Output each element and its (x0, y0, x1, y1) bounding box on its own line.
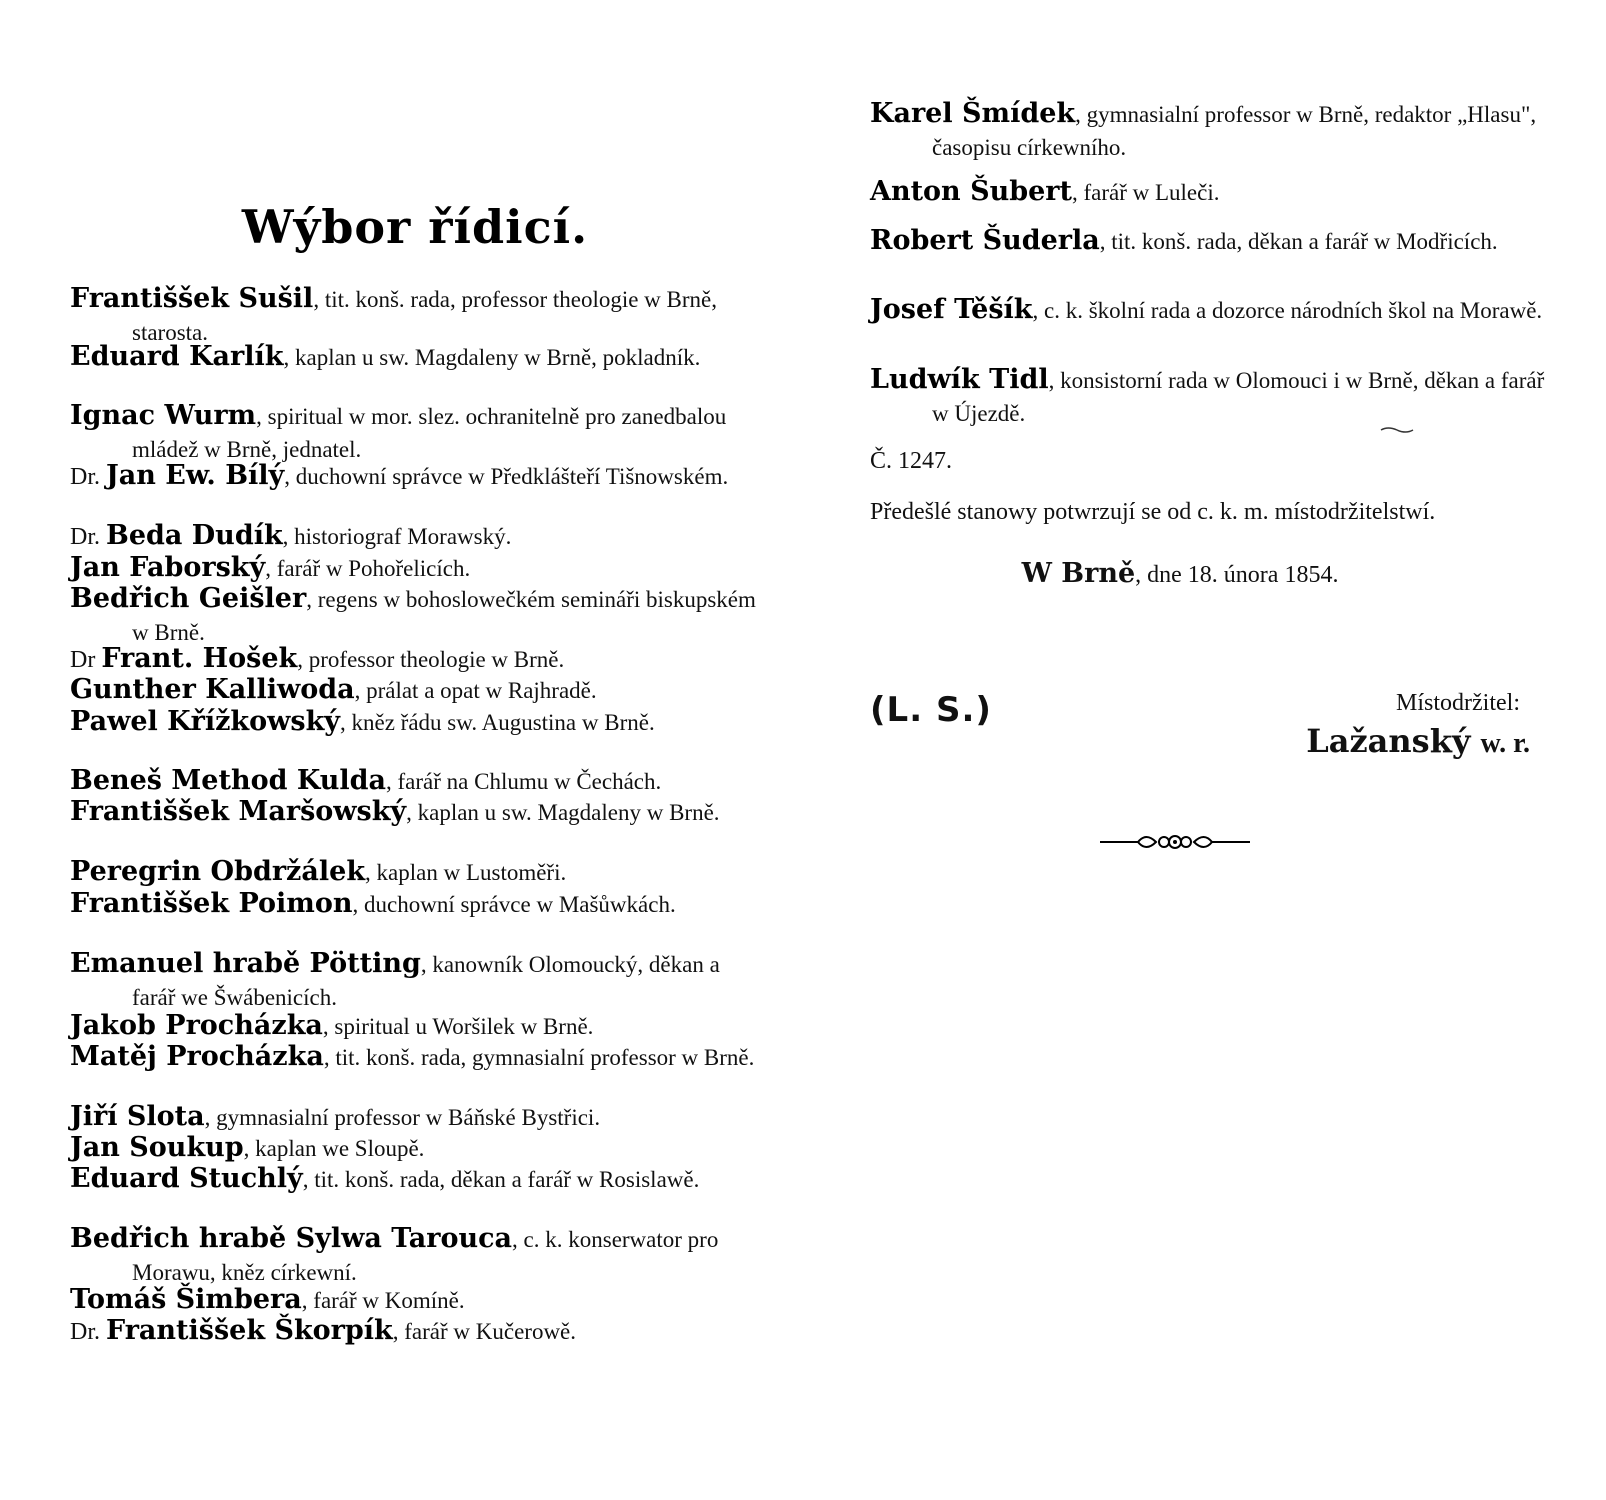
member-description: , gymnasialní professor w Báňské Bystřici. (204, 1105, 601, 1130)
member-description: , spiritual w mor. slez. ochranitelně pro zanedbalou mládež w Brně, jednatel. (132, 404, 727, 462)
member-description: , kanowník Olomoucký, děkan a farář we Šwábenicích. (132, 952, 720, 1010)
member-name: Peregrin Obdržálek (70, 856, 366, 887)
member-name: Františšek Maršowský (70, 796, 407, 827)
decorative-ornament-icon (1100, 830, 1250, 854)
signature-suffix: w. r. (1480, 728, 1530, 759)
member-name: Jan Soukup (70, 1132, 244, 1163)
member-name: Matěj Procházka (70, 1041, 324, 1072)
member-description: , gymnasialní professor w Brně, redaktor „Hlasu", časopisu církewního. (932, 102, 1537, 160)
member-description: , duchowní správce w Předklášteří Tišnowském. (284, 464, 729, 489)
committee-entry (70, 765, 760, 798)
committee-entry (70, 706, 760, 739)
member-name: Eduard Stuchlý (70, 1163, 303, 1194)
committee-entry (70, 948, 760, 1014)
committee-entry (870, 176, 1550, 209)
committee-entry (70, 1223, 760, 1289)
member-description: , regens w bohoslowečkém semináři biskupském w Brně. (132, 587, 756, 645)
member-description: , farář w Pohořelicích. (265, 556, 471, 581)
document-number: Č. 1247. (870, 448, 953, 474)
committee-entry (70, 1132, 760, 1165)
member-name: Jiří Slota (70, 1101, 205, 1132)
member-name: Anton Šubert (870, 176, 1072, 207)
member-name: Bedřich hrabě Sylwa Tarouca (70, 1223, 513, 1254)
small-ornament-icon (1380, 425, 1414, 435)
member-description: , c. k. školní rada a dozorce národních škol na Morawě. (1032, 298, 1543, 323)
member-name: Tomáš Šimbera (70, 1284, 302, 1315)
committee-entry (70, 888, 760, 921)
member-name: Ignac Wurm (70, 400, 257, 431)
member-description: , tit. konš. rada, děkan a farář w Rosislawě. (302, 1167, 700, 1192)
member-description: , farář w Komíně. (301, 1288, 465, 1313)
member-name: Bedřich Geišler (70, 583, 307, 614)
member-name: Emanuel hrabě Pötting (70, 948, 421, 979)
member-name: Josef Těšík (870, 294, 1033, 325)
member-name: Karel Šmídek (870, 98, 1076, 129)
committee-entry (870, 225, 1550, 258)
member-description: , kněz řádu sw. Augustina w Brně. (340, 710, 655, 735)
member-name: Gunther Kalliwoda (70, 674, 355, 705)
page-heading: Wýbor řídicí. (241, 200, 589, 254)
member-name: Beda Dudík (106, 520, 283, 551)
committee-entry (70, 283, 760, 349)
member-description: , farář na Chlumu w Čechách. (386, 769, 662, 794)
member-description: , tit. konš. rada, professor theologie w Brně, starosta. (132, 287, 718, 345)
member-description: , spiritual u Woršilek w Brně. (322, 1014, 594, 1039)
seal-mark: (L. S.) (870, 690, 992, 730)
committee-entry: Dr. Jan Ew. Bílý, duchowní správce w Předklášteří Tišnowském. (70, 460, 729, 491)
member-description: , tit. konš. rada, děkan a farář w Modřicích. (1099, 229, 1498, 254)
member-name: Františšek Škorpík (106, 1315, 393, 1346)
committee-entry (70, 1010, 760, 1043)
signature (1306, 722, 1530, 760)
member-name: Beneš Method Kulda (70, 765, 386, 796)
member-name: Jan Ew. Bílý (106, 460, 285, 491)
member-description: , kaplan u sw. Magdaleny w Brně, pokladník. (283, 345, 701, 370)
member-description: , farář w Luleči. (1071, 180, 1220, 205)
committee-entry (70, 552, 760, 585)
date-text: , dne 18. února 1854. (1135, 562, 1339, 588)
member-name: Eduard Karlík (70, 341, 284, 372)
committee-entry (870, 98, 1550, 164)
member-name: Františšek Poimon (70, 888, 353, 919)
committee-entry (70, 583, 760, 649)
approval-statement: Předešlé stanowy potwrzují se od c. k. m. místodržitelstwí. (870, 499, 1436, 525)
member-description: , tit. konš. rada, gymnasialní professor w Brně. (323, 1045, 755, 1070)
date-line (870, 558, 1550, 591)
member-name: Frant. Hošek (101, 643, 298, 674)
committee-entry (70, 1284, 760, 1317)
committee-entry (70, 1101, 760, 1134)
member-description: , kaplan we Sloupě. (243, 1136, 425, 1161)
committee-entry (70, 796, 760, 829)
member-name: Jakob Procházka (70, 1010, 323, 1041)
member-description: , historiograf Morawský. (282, 524, 512, 549)
committee-entry (70, 400, 760, 466)
date-place: W Brně (1021, 558, 1136, 589)
member-description: , farář w Kučerowě. (392, 1319, 577, 1344)
member-description: , professor theologie w Brně. (297, 647, 565, 672)
member-name: Ludwík Tidl (870, 364, 1049, 395)
member-name: Robert Šuderla (870, 225, 1100, 256)
member-name: Pawel Křížkowský (70, 706, 340, 737)
member-name: Jan Faborský (70, 552, 266, 583)
committee-entry (70, 856, 760, 889)
member-description: , konsistorní rada w Olomouci i w Brně, děkan a farář w Újezdě. (932, 368, 1545, 426)
member-description: , kaplan u sw. Magdaleny w Brně. (406, 800, 720, 825)
member-description: , prálat a opat w Rajhradě. (354, 678, 597, 703)
committee-entry (70, 1041, 760, 1074)
committee-entry: Dr. Františšek Škorpík, farář w Kučerowě. (70, 1315, 577, 1346)
committee-entry (870, 294, 1550, 327)
member-description: , kaplan w Lustoměři. (365, 860, 567, 885)
committee-entry (70, 341, 760, 374)
member-description: , duchowní správce w Mašůwkách. (352, 892, 676, 917)
committee-entry (70, 674, 760, 707)
member-name: Františšek Sušil (70, 283, 314, 314)
committee-entry: Dr. Beda Dudík, historiograf Morawský. (70, 520, 512, 551)
committee-entry: Dr Frant. Hošek, professor theologie w Brně. (70, 643, 565, 674)
committee-entry (70, 1163, 760, 1196)
signature-name: Lažanský (1306, 722, 1471, 760)
member-description: , c. k. konserwator pro Morawu, kněz církewní. (132, 1227, 719, 1285)
committee-entry (870, 364, 1550, 430)
signature-title: Místodržitel: (1396, 690, 1520, 716)
